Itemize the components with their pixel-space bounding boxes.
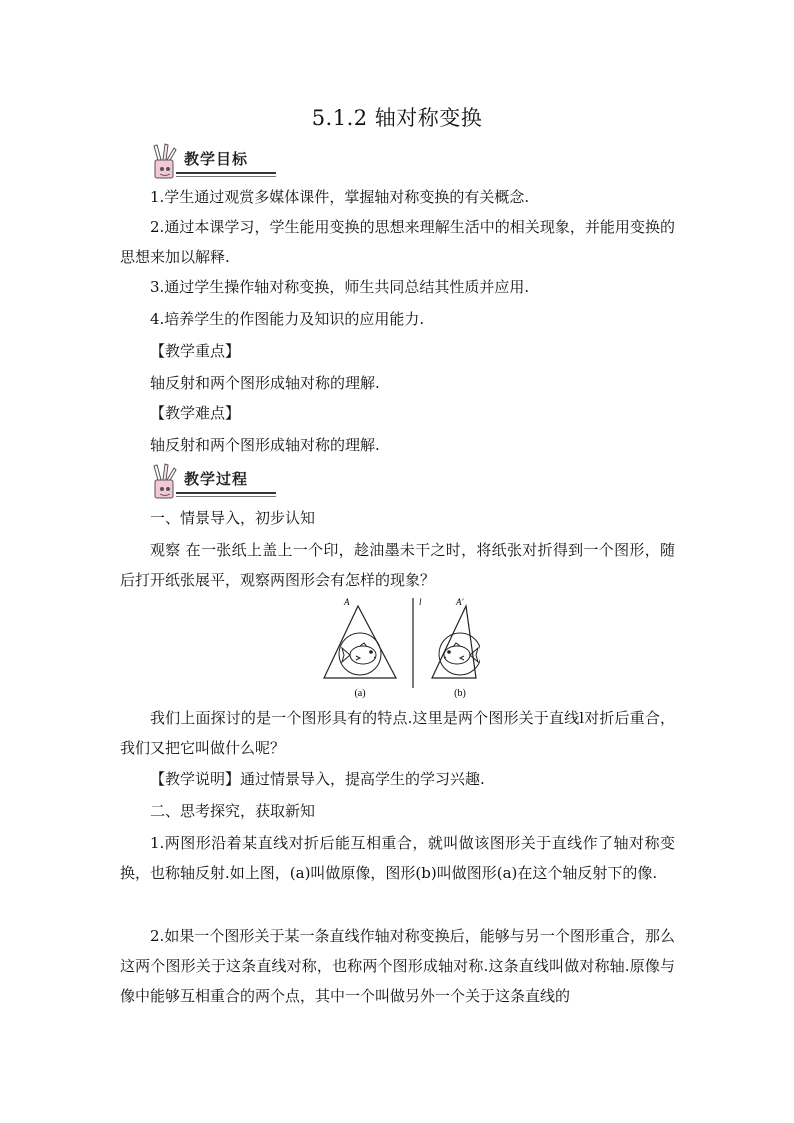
circle-a — [339, 633, 381, 675]
label-vertex-a-prime: A′ — [456, 597, 464, 607]
section-heading-goals — [146, 142, 276, 182]
circle-b — [439, 633, 480, 675]
heading-underline — [176, 172, 276, 174]
key-point-label: 【教学重点】 — [150, 342, 241, 360]
goal-item-1: 1.学生通过观赏多媒体课件，掌握轴对称变换的有关概念. — [150, 188, 530, 206]
label-line-l: l — [419, 597, 422, 607]
section-1-title: 一、情景导入，初步认知 — [150, 509, 316, 527]
heading-underline — [176, 492, 276, 494]
goal-item-2: 2.通过本课学习，学生能用变换的思想来理解生活中的相关现象，并能用变换的思想来加以解释. — [120, 218, 675, 266]
triangle-b — [432, 606, 476, 678]
page-title: 5.1.2 轴对称变换 — [311, 106, 483, 130]
goal-item-4: 4.培养学生的作图能力及知识的应用能力. — [150, 310, 425, 328]
definition-2: 2.如果一个图形关于某一条直线作轴对称变换后，能够与另一个图形重合，那么这两个图形关于这条直线对称，也称两个图形成轴对称.这条直线叫做对称轴.原像与像中能够互相重合的两个点，其中一个叫做另外一个关于这条直线的 — [120, 927, 675, 1005]
heading-underline-thin — [176, 496, 276, 497]
section-heading-label: 教学目标 — [184, 150, 249, 168]
definition-1: 1.两图形沿着某直线对折后能互相重合，就叫做该图形关于直线作了轴对称变换，也称轴反射.如上图，(a)叫做原像，图形(b)叫做图形(a)在这个轴反射下的像. — [120, 834, 675, 882]
difficult-point-label: 【教学难点】 — [150, 404, 241, 422]
fish-a-icon — [342, 643, 376, 664]
difficult-point-text: 轴反射和两个图形成轴对称的理解. — [150, 436, 380, 454]
section-2-title: 二、思考探究，获取新知 — [150, 802, 316, 820]
caption-b: (b) — [454, 688, 466, 699]
question-paragraph: 我们上面探讨的是一个图形具有的特点.这里是两个图形关于直线l对折后重合，我们又把它叫做什么呢？ — [120, 709, 675, 757]
label-vertex-a: A — [344, 597, 350, 607]
teaching-note: 【教学说明】通过情景导入，提高学生的学习兴趣. — [150, 770, 485, 788]
axial-symmetry-figure — [320, 596, 480, 702]
goal-item-3: 3.通过学生操作轴对称变换，师生共同总结其性质并应用. — [150, 278, 530, 296]
caption-a: (a) — [354, 688, 366, 699]
heading-underline-thin — [176, 176, 276, 177]
key-point-text: 轴反射和两个图形成轴对称的理解. — [150, 374, 380, 392]
triangle-a — [324, 606, 396, 678]
section-heading-process — [146, 462, 276, 502]
observe-paragraph: 观察 在一张纸上盖上一个印，趁油墨未干之时，将纸张对折得到一个图形，随后打开纸张展平，观察两图形会有怎样的现象？ — [120, 541, 675, 589]
section-heading-label: 教学过程 — [184, 470, 249, 488]
